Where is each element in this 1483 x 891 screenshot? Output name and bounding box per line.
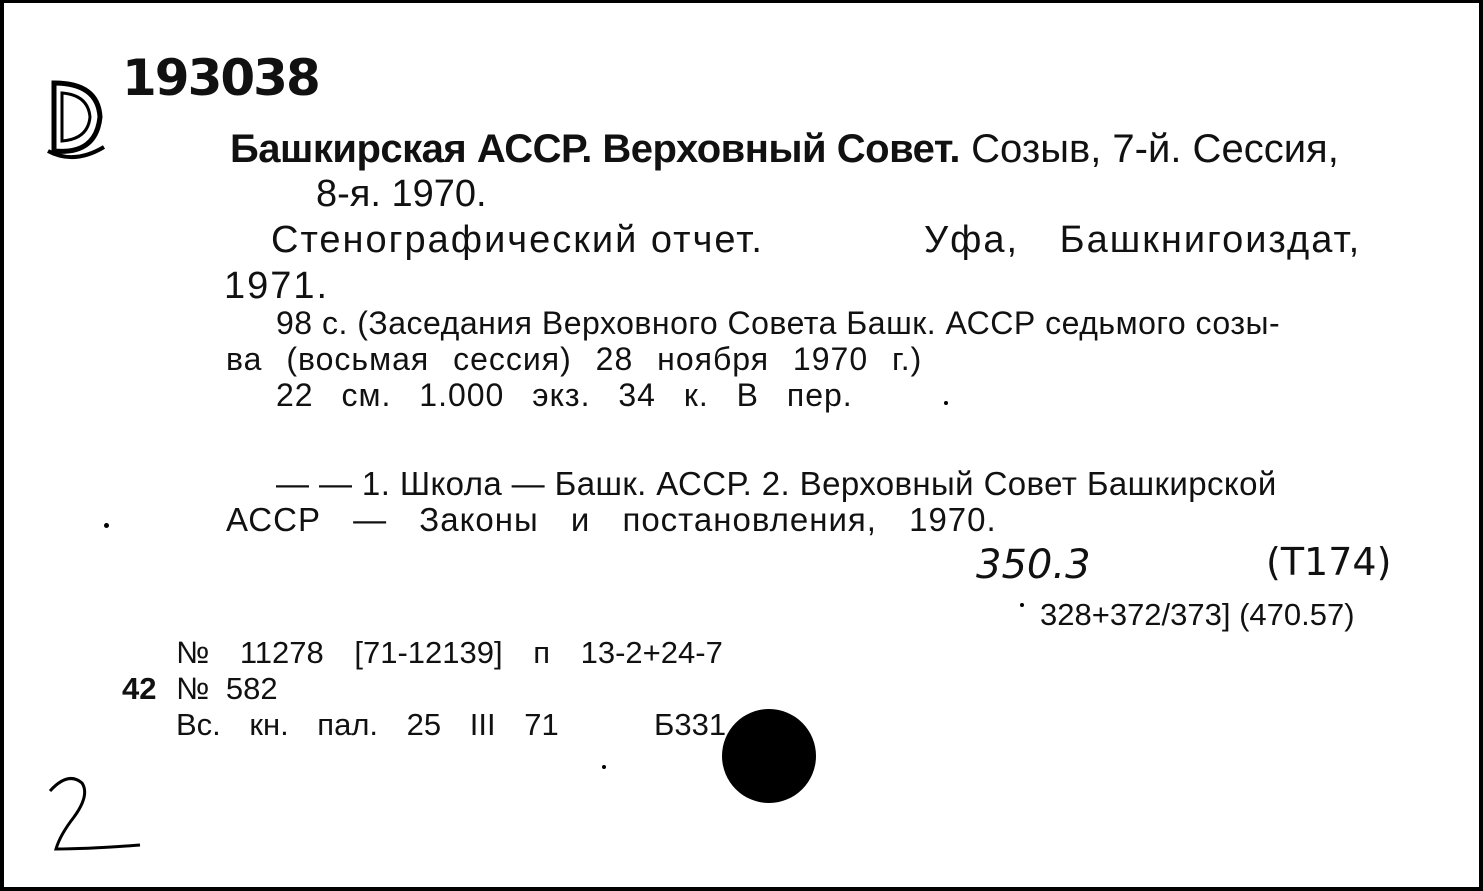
record-line-2: № 582 xyxy=(176,671,278,706)
title-line-2: 1971. xyxy=(224,265,330,307)
punch-hole xyxy=(722,709,816,803)
speck xyxy=(1020,603,1024,607)
heading-line-1 xyxy=(230,129,1339,169)
title-right: Уфа, Башкнигоиздат, xyxy=(924,219,1362,261)
classification: 328+372/373] (470.57) xyxy=(1040,597,1355,632)
record-line-3-left: Вс. кн. пал. 25 III 71 xyxy=(176,707,559,742)
subjects-line-1: — — 1. Школа — Башк. АССР. 2. Верховный Совет Башкирской xyxy=(276,465,1277,502)
record-line-1: № 11278 [71-12139] п 13-2+24-7 xyxy=(176,635,723,670)
heading-rest: Созыв, 7-й. Сессия, xyxy=(971,127,1339,171)
heading-bold: Башкирская АССР. Верховный Совет. xyxy=(230,127,961,171)
record-number: 42 xyxy=(122,671,157,706)
record-line-3-right: Б331 xyxy=(654,707,727,742)
speck xyxy=(944,401,948,405)
handwritten-class: 350.3 xyxy=(976,542,1091,588)
heading-line-2: 8-я. 1970. xyxy=(316,173,487,215)
speck xyxy=(104,523,109,528)
description-line-2: ва (восьмая сессия) 28 ноября 1970 г.) xyxy=(226,341,923,377)
handwritten-number: 193038 xyxy=(122,49,319,107)
subjects-line-2: АССР — Законы и постановления, 1970. xyxy=(226,501,997,538)
speck xyxy=(602,765,606,769)
description-line-1: 98 с. (Заседания Верховного Совета Башк. АССР седьмого созы- xyxy=(276,305,1281,341)
handwritten-code: (Т174) xyxy=(1266,540,1392,584)
title-left: Стенографический отчет. xyxy=(271,219,764,261)
handwritten-mark xyxy=(38,769,148,859)
stamp-d-icon xyxy=(44,73,114,163)
description-line-3: 22 см. 1.000 экз. 34 к. В пер. xyxy=(276,377,853,413)
